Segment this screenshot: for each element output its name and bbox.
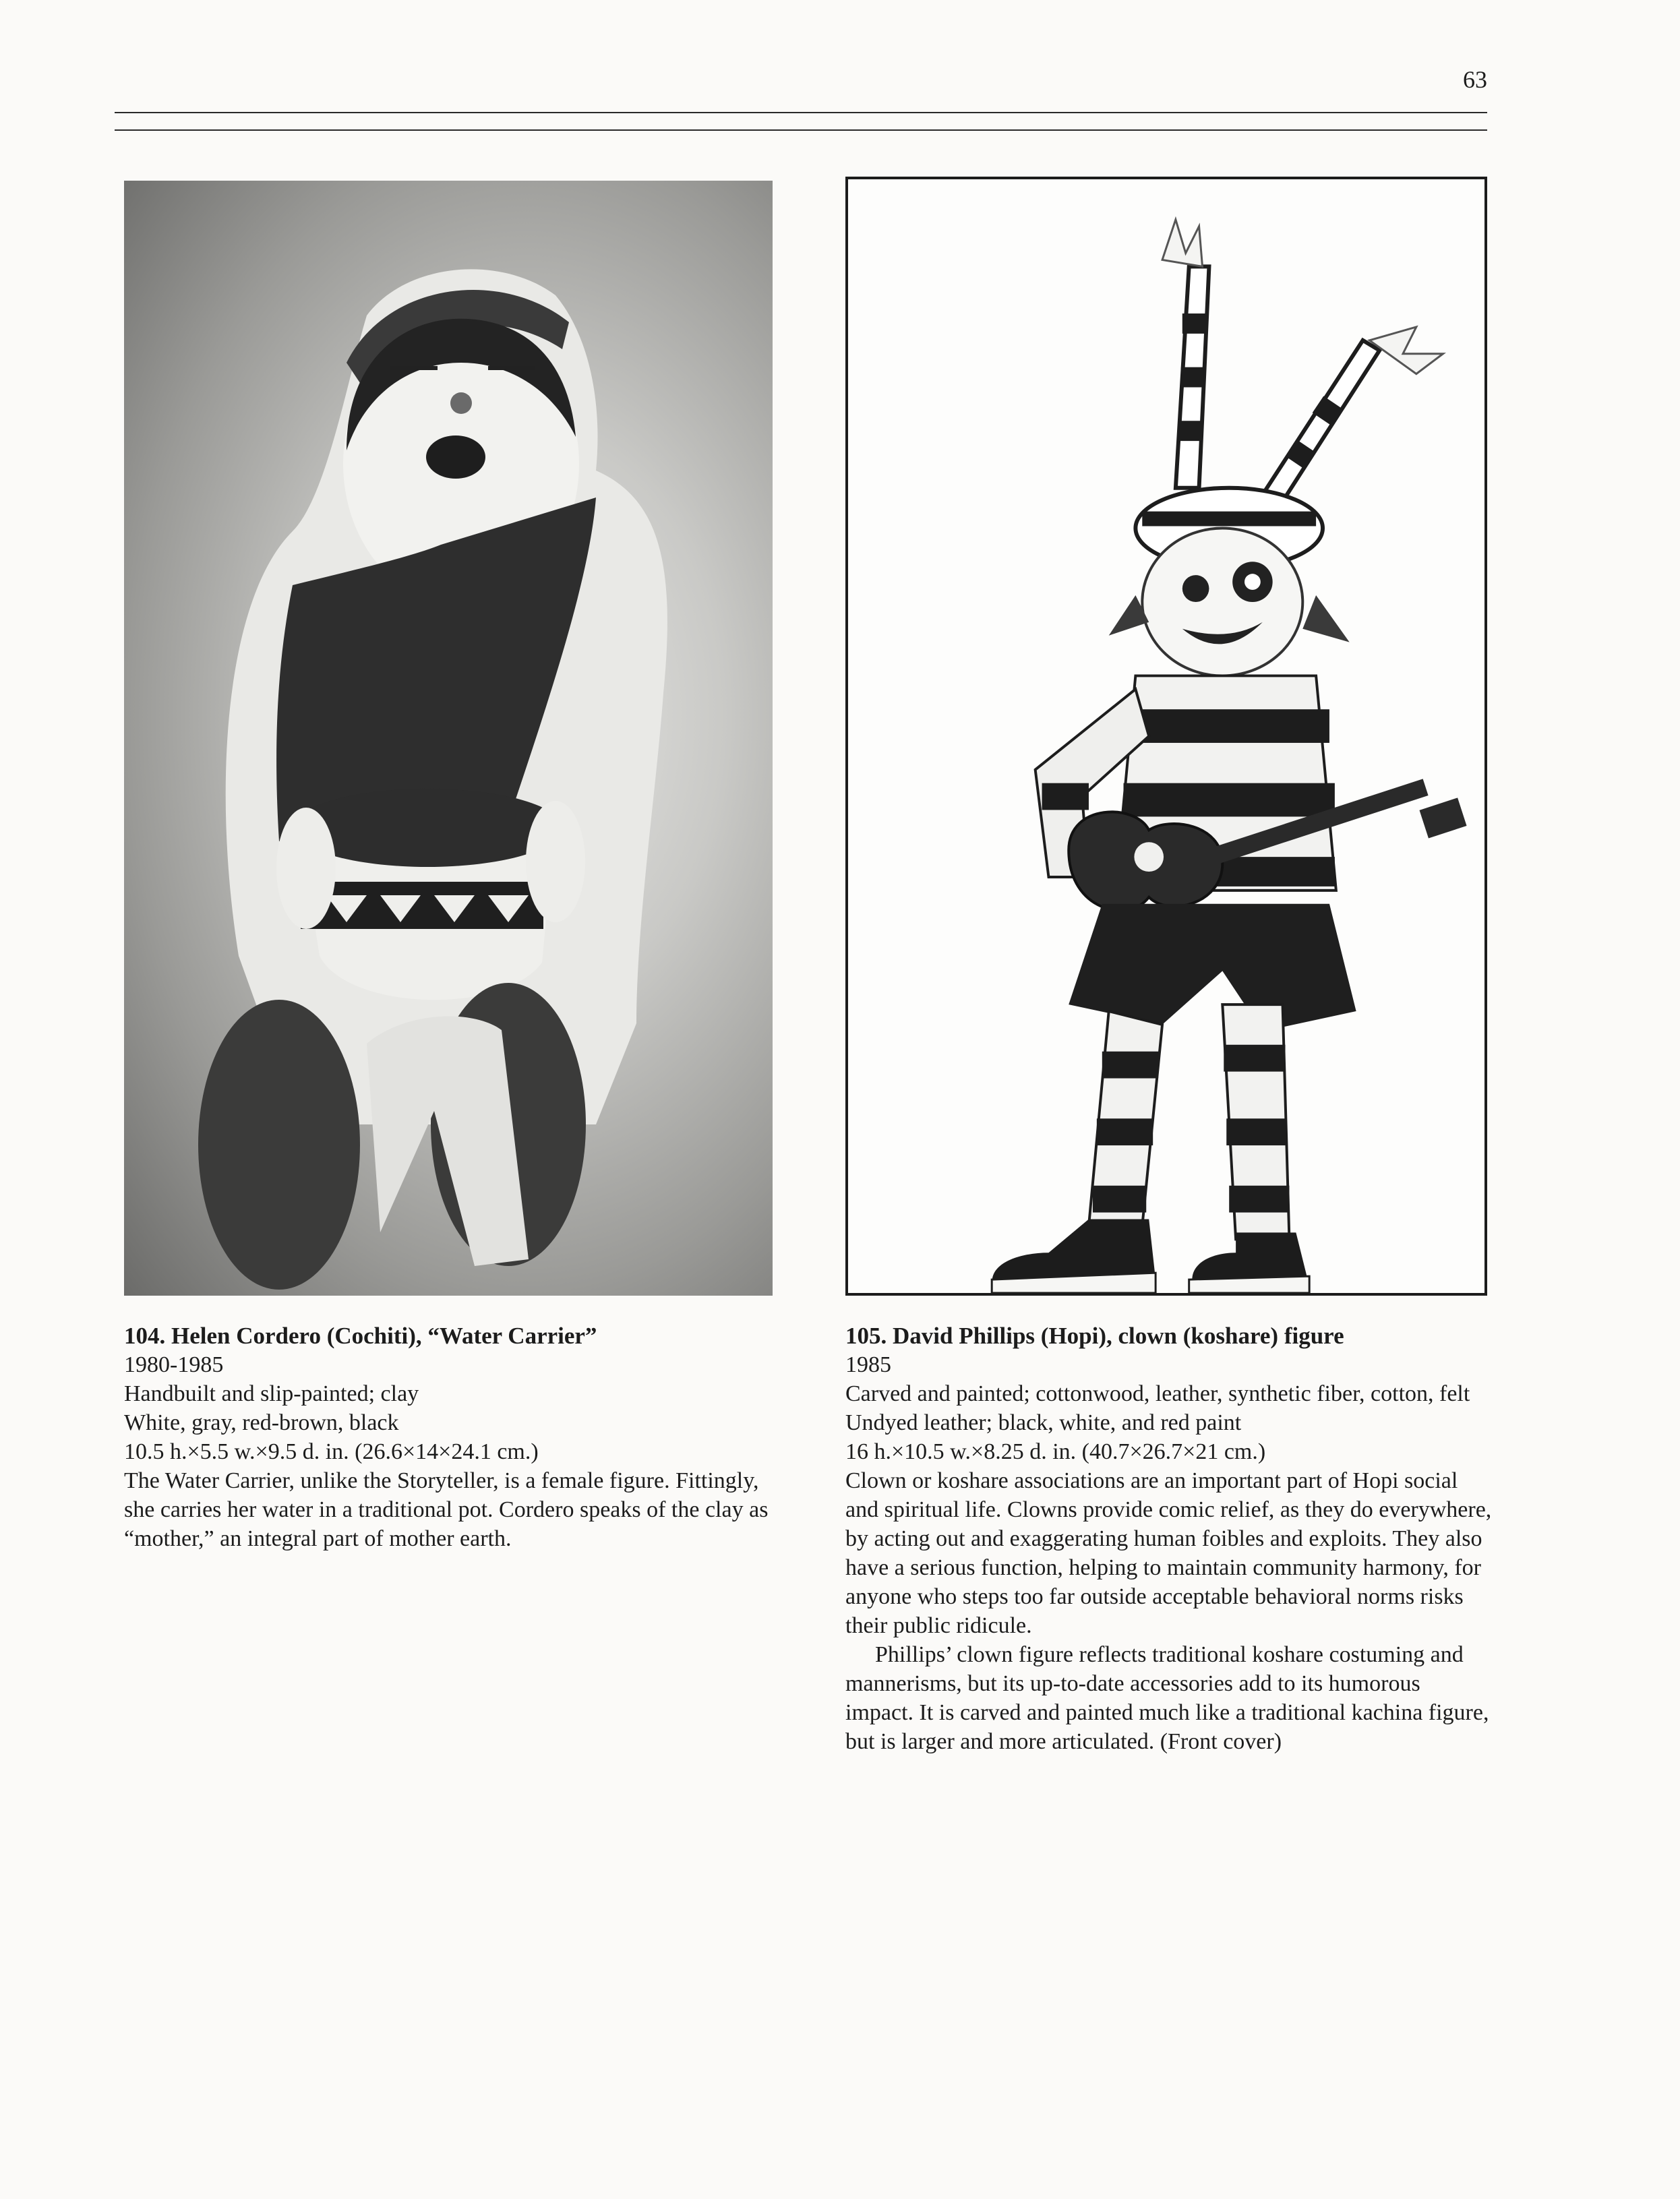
caption-104-title: 104. Helen Cordero (Cochiti), “Water Carrier” <box>124 1323 597 1349</box>
caption-105-title: 105. David Phillips (Hopi), clown (koshare) figure <box>845 1323 1344 1349</box>
caption-104 <box>124 1321 785 1553</box>
caption-104-dimensions: 10.5 h.×5.5 w.×9.5 d. in. (26.6×14×24.1 cm.) <box>124 1439 539 1464</box>
header-rule-bottom <box>115 129 1487 131</box>
caption-104-colors: White, gray, red-brown, black <box>124 1410 399 1435</box>
caption-105-technique: Carved and painted; cottonwood, leather, synthetic fiber, cotton, felt <box>845 1381 1470 1406</box>
caption-105-description-1: Clown or koshare associations are an important part of Hopi social and spiritual life. Clowns provide comic relief, as they do everywhere, by acting out and exaggerating human foibles and exploits. They also have a serious function, helping to maintain community harmony, for anyone who steps too far outside acceptable behavioral norms risks their public ridicule. <box>845 1468 1492 1638</box>
caption-104-technique: Handbuilt and slip-painted; clay <box>124 1381 419 1406</box>
caption-105-date: 1985 <box>845 1352 891 1377</box>
caption-104-date: 1980-1985 <box>124 1352 224 1377</box>
caption-105-dimensions: 16 h.×10.5 w.×8.25 d. in. (40.7×26.7×21 cm.) <box>845 1439 1266 1464</box>
caption-105 <box>845 1321 1493 1756</box>
caption-105-materials: Undyed leather; black, white, and red paint <box>845 1410 1242 1435</box>
header-rule-top <box>115 112 1487 113</box>
caption-104-description: The Water Carrier, unlike the Storyteller, is a female figure. Fittingly, she carries her water in a traditional pot. Cordero speaks of the clay as “mother,” an integral part of mother earth. <box>124 1468 769 1551</box>
koshare-clown-photo <box>845 177 1487 1296</box>
caption-105-description-2: Phillips’ clown figure reflects traditional koshare costuming and mannerisms, but its up-to-date accessories add to its humorous impact. It is carved and painted much like a traditional kachina figure, but is larger and more articulated. (Front cover) <box>845 1642 1489 1754</box>
page-number: 63 <box>1463 66 1487 93</box>
water-carrier-photo <box>124 181 773 1296</box>
